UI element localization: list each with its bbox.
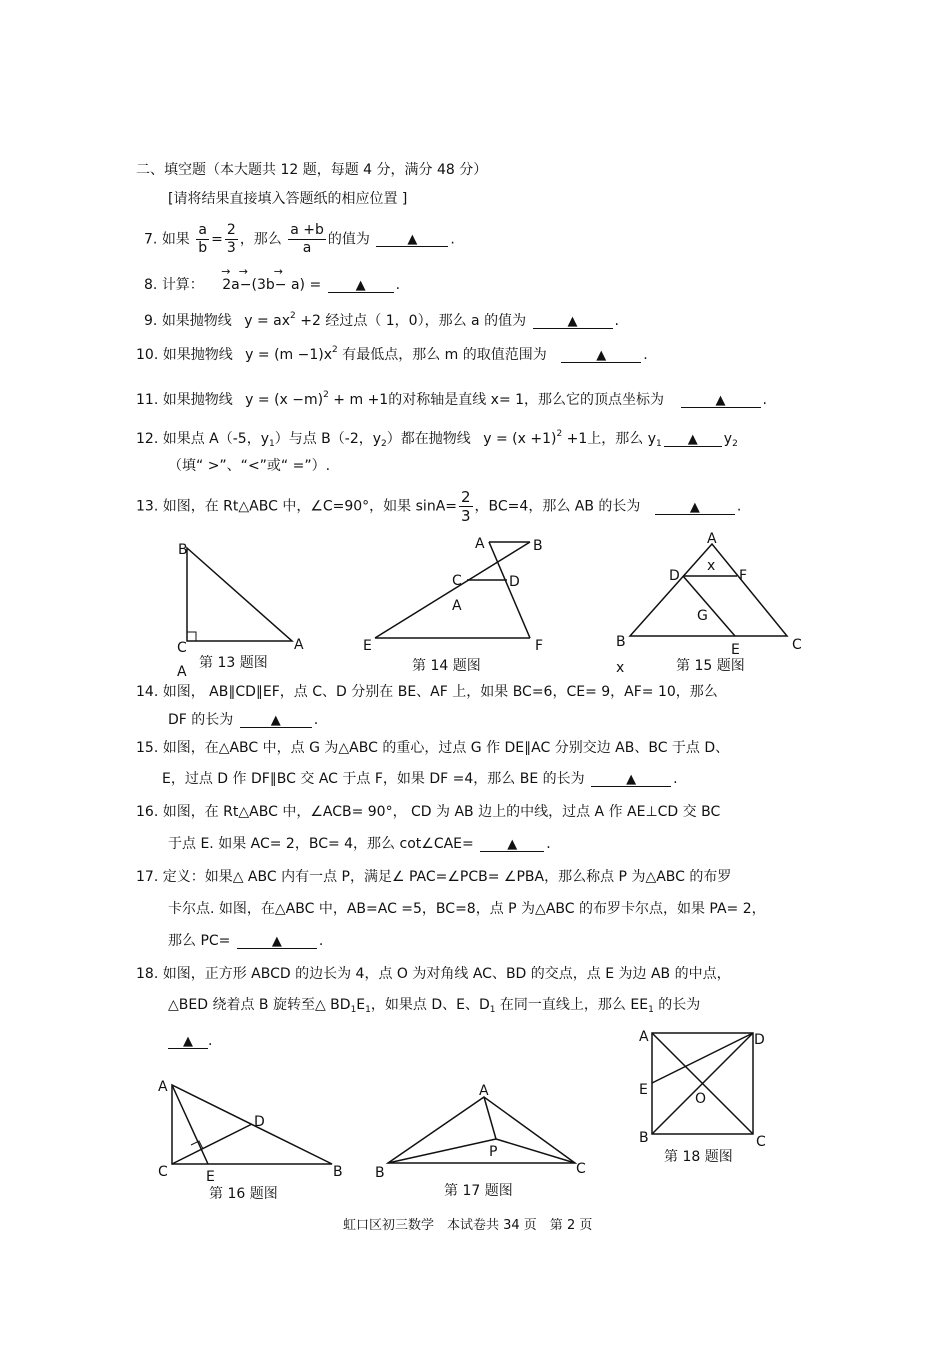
figure-caption: 第 15 题图 xyxy=(676,658,745,674)
vertex-label-a: A xyxy=(475,536,485,552)
vertex-label-c: C xyxy=(177,640,187,656)
question-end: . xyxy=(762,392,767,408)
answer-blank[interactable] xyxy=(237,934,317,949)
question-text: ）与点 B（-2，y xyxy=(274,431,382,447)
question-text: 有最低点，那么 m 的取值范围为 xyxy=(337,347,547,363)
vertex-label-d: D xyxy=(754,1032,765,1048)
vertex-label-b: B xyxy=(375,1165,385,1181)
math-expression: y = (x −m) xyxy=(245,392,324,408)
vertex-label-a: A xyxy=(294,637,304,653)
answer-blank[interactable] xyxy=(664,432,722,447)
answer-blank[interactable] xyxy=(681,393,761,408)
stray-label: A xyxy=(177,664,187,680)
question-end: . xyxy=(450,231,455,248)
question-17-line3 xyxy=(168,934,323,949)
answer-blank[interactable] xyxy=(533,314,613,329)
fraction-numerator: a +b xyxy=(290,222,324,238)
question-number: 9. xyxy=(144,313,158,329)
answer-mark-icon: ▲ xyxy=(687,432,698,447)
fraction-denominator: 3 xyxy=(461,507,471,525)
answer-mark-icon: ▲ xyxy=(567,314,578,329)
vertex-label-b: B xyxy=(616,634,626,650)
figure-13 xyxy=(177,542,304,680)
subscript: 1 xyxy=(269,439,275,449)
question-number: 17. xyxy=(136,869,159,885)
subscript: 1 xyxy=(648,1005,654,1015)
question-12 xyxy=(136,430,738,449)
question-17-line2: 卡尔点. 如图，在△ABC 中，AB=AC =5，BC=8，点 P 为△ABC 的布罗卡尔点，如果 PA= 2， xyxy=(168,901,766,917)
segment-ed xyxy=(652,1033,753,1083)
question-text: 如图，在 Rt△ABC 中，∠C=90°，如果 sinA= xyxy=(162,498,457,515)
answer-blank[interactable] xyxy=(561,348,641,363)
figure-caption: 第 14 题图 xyxy=(412,658,481,674)
segment-de xyxy=(683,576,735,636)
fraction xyxy=(196,222,209,257)
vertex-label-d: D xyxy=(509,574,520,590)
figure-17 xyxy=(375,1083,586,1199)
vertex-label-c: C xyxy=(792,637,802,653)
question-number: 16. xyxy=(136,804,159,820)
vertex-label-a: A xyxy=(707,531,717,547)
triangle-abc xyxy=(187,548,292,641)
question-12-line2: （填“ >”、“<”或“ =”）. xyxy=(168,458,331,474)
question-8 xyxy=(144,278,400,293)
answer-blank[interactable] xyxy=(328,278,394,293)
vertex-label-e: E xyxy=(731,642,740,658)
equals-sign: = xyxy=(211,231,223,248)
subscript: 2 xyxy=(381,439,387,449)
question-number: 8. xyxy=(144,277,158,293)
question-text: 经过点（ 1，0），那么 a 的值为 xyxy=(320,313,527,329)
exponent: 2 xyxy=(323,390,329,400)
vertex-label-f: F xyxy=(739,568,748,584)
answer-mark-icon: ▲ xyxy=(689,499,700,515)
answer-mark-icon: ▲ xyxy=(355,278,366,293)
question-end: . xyxy=(546,836,551,852)
question-7 xyxy=(144,222,455,257)
vertex-label-e: E xyxy=(206,1169,215,1185)
segment-cp xyxy=(496,1139,575,1163)
math-expression: +1 xyxy=(562,431,588,447)
fraction-denominator: 3 xyxy=(226,239,236,256)
question-10 xyxy=(136,346,648,363)
question-text: y xyxy=(723,431,733,447)
vertex-label-a: A xyxy=(639,1029,649,1045)
right-angle-mark xyxy=(187,632,196,641)
section-heading: 二、填空题（本大题共 12 题，每题 4 分，满分 48 分） xyxy=(136,162,488,178)
question-11 xyxy=(136,391,767,408)
vertex-label-b: B xyxy=(639,1130,649,1146)
question-text: 如图，在 Rt△ABC 中，∠ACB= 90°， CD 为 AB 边上的中线，过点 A 作 AE⊥CD 交 BC xyxy=(162,804,721,820)
vertex-label-a: A xyxy=(158,1079,168,1095)
stray-label: x xyxy=(616,660,625,676)
subscript: 2 xyxy=(732,439,738,449)
vertex-label-f: F xyxy=(535,638,544,654)
answer-blank[interactable] xyxy=(376,232,448,247)
question-number: 15. xyxy=(136,740,159,756)
question-16 xyxy=(136,805,720,819)
figure-16 xyxy=(158,1079,343,1202)
vertex-label-d: D xyxy=(669,568,680,584)
question-text: △BED 绕着点 B 旋转至△ BD xyxy=(168,997,351,1013)
question-number: 12. xyxy=(136,431,159,447)
answer-mark-icon: ▲ xyxy=(407,232,418,248)
vertex-label-a: A xyxy=(479,1083,489,1099)
question-text: 如图， AB∥CD∥EF，点 C、D 分别在 BE、AF 上，如果 BC=6，CE= 9，AF= 10，那么 xyxy=(162,684,718,700)
math-expression: + m +1 xyxy=(328,392,389,408)
figure-15 xyxy=(616,531,802,676)
fraction xyxy=(459,488,473,525)
question-end: . xyxy=(395,277,401,293)
question-text: 如果抛物线 xyxy=(161,313,232,329)
question-17 xyxy=(136,870,731,884)
question-text: E xyxy=(356,997,366,1013)
question-text: 如图，在△ABC 中，点 G 为△ABC 的重心，过点 G 作 DE∥AC 分别交边 AB、BC 于点 D、 xyxy=(162,740,730,756)
exponent: 2 xyxy=(332,345,338,355)
fraction-numerator: a xyxy=(196,222,209,240)
question-text: ）都在抛物线 xyxy=(386,431,471,447)
exponent: 2 xyxy=(290,311,296,321)
question-end: . xyxy=(643,347,648,363)
question-text: 如果抛物线 xyxy=(162,347,233,363)
vertex-label-b: B xyxy=(178,542,188,558)
center-label-o: O xyxy=(695,1091,707,1107)
vertex-label-e: E xyxy=(639,1082,648,1098)
math-expression: y = ax xyxy=(244,313,291,329)
question-text: ，如果点 D、E、D xyxy=(370,997,490,1013)
figure-14 xyxy=(363,536,543,674)
question-end: . xyxy=(313,712,319,728)
fraction-denominator: a xyxy=(302,239,312,256)
vector-b: → −(3b xyxy=(240,278,275,292)
question-text: 的对称轴是直线 x= 1，那么它的顶点坐标为 xyxy=(388,392,665,408)
figure-caption: 第 17 题图 xyxy=(444,1183,513,1199)
question-text: 如果 xyxy=(161,231,190,248)
question-text: 在同一直线上，那么 EE xyxy=(495,997,649,1013)
segment-cd xyxy=(172,1124,252,1164)
vertex-label-e: E xyxy=(363,638,372,654)
question-number: 18. xyxy=(136,966,159,982)
answer-mark-icon: ▲ xyxy=(183,1034,193,1049)
segment-ae xyxy=(172,1085,208,1164)
answer-blank[interactable] xyxy=(655,500,735,515)
question-number: 10. xyxy=(136,347,159,363)
question-text: 的值为 xyxy=(327,231,370,248)
question-number: 11. xyxy=(136,392,159,408)
question-text: 上，那么 y xyxy=(587,431,657,447)
answer-mark-icon: ▲ xyxy=(715,393,726,408)
question-number: 7. xyxy=(144,231,158,248)
figure-18 xyxy=(639,1029,766,1165)
vertex-label-b: B xyxy=(333,1164,343,1180)
figure-caption: 第 16 题图 xyxy=(209,1186,278,1202)
question-end: . xyxy=(614,313,619,329)
math-expression: y = (m −1)x xyxy=(245,347,333,363)
vertex-label-c: C xyxy=(158,1164,168,1180)
figure-caption: 第 13 题图 xyxy=(199,655,268,671)
math-expression: y = (x +1) xyxy=(483,431,557,447)
vertex-label-c: C xyxy=(452,573,462,589)
question-text: 那么 PC= xyxy=(168,933,231,949)
figure-caption: 第 18 题图 xyxy=(664,1149,733,1165)
stray-label: A xyxy=(452,598,462,614)
question-18 xyxy=(136,967,731,981)
answer-mark-icon: ▲ xyxy=(507,837,518,852)
vector-expression xyxy=(222,277,321,293)
question-18-line2 xyxy=(168,998,700,1015)
question-end: . xyxy=(736,498,742,515)
question-text: 于点 E. 如果 AC= 2，BC= 4，那么 cot∠CAE= xyxy=(168,836,474,852)
question-14 xyxy=(136,685,718,699)
segment-be xyxy=(375,542,530,638)
question-text: 计算： xyxy=(161,277,204,293)
answer-mark-icon: ▲ xyxy=(596,348,607,363)
fraction-denominator: b xyxy=(198,239,208,256)
question-text: E，过点 D 作 DF∥BC 交 AC 于点 F，如果 DF =4，那么 BE 的长为 xyxy=(162,771,585,787)
answer-mark-icon: ▲ xyxy=(270,713,281,728)
question-text: ，BC=4，那么 AB 的长为 xyxy=(474,498,641,515)
answer-blank[interactable] xyxy=(480,837,544,852)
figures-row-1 xyxy=(150,530,850,680)
fraction xyxy=(225,222,238,257)
subscript: 1 xyxy=(656,439,662,449)
question-9 xyxy=(144,312,619,329)
label-x: x xyxy=(707,558,716,574)
question-number: 14. xyxy=(136,684,159,700)
segment-ap xyxy=(484,1097,496,1139)
answer-blank[interactable] xyxy=(591,772,671,787)
answer-mark-icon: ▲ xyxy=(626,772,637,787)
answer-blank[interactable] xyxy=(240,713,312,728)
vector-a: → 2a xyxy=(222,278,240,292)
triangle-abc xyxy=(388,1097,575,1163)
question-end: . xyxy=(318,933,324,949)
question-end: . xyxy=(208,1033,213,1049)
figures-row-2 xyxy=(150,1025,800,1205)
vertex-label-p: P xyxy=(489,1144,498,1160)
question-15 xyxy=(136,741,729,755)
vertex-label-b: B xyxy=(533,538,543,554)
question-text: DF 的长为 xyxy=(168,712,234,728)
vector-c: → − a) xyxy=(275,278,305,292)
question-text: 如果点 A（-5，y xyxy=(162,431,269,447)
vertex-label-c: C xyxy=(756,1134,766,1150)
section-instruction: [请将结果直接填入答题纸的相应位置 ] xyxy=(168,191,408,207)
question-text: 的长为 xyxy=(653,997,701,1013)
fraction-numerator: 2 xyxy=(226,222,236,238)
answer-mark-icon: ▲ xyxy=(271,934,282,949)
question-15-line2 xyxy=(162,772,678,787)
vertex-label-c: C xyxy=(576,1161,586,1177)
question-text: 如果抛物线 xyxy=(162,392,233,408)
question-number: 13. xyxy=(136,498,159,515)
question-text: 定义：如果△ ABC 内有一点 P，满足∠ PAC=∠PCB= ∠PBA，那么称点 P 为△ABC 的布罗 xyxy=(162,869,732,885)
page-footer: 虹口区初三数学 本试卷共 34 页 第 2 页 xyxy=(343,1218,593,1233)
fraction xyxy=(288,222,326,257)
segment-af xyxy=(489,542,530,638)
fraction-numerator: 2 xyxy=(461,488,471,506)
subscript: 1 xyxy=(365,1005,371,1015)
vertex-label-d: D xyxy=(254,1114,265,1130)
question-text: ，那么 xyxy=(239,231,282,248)
question-text: 如图，正方形 ABCD 的边长为 4，点 O 为对角线 AC、BD 的交点，点 E 为边 AB 的中点， xyxy=(162,966,731,982)
question-text: = xyxy=(305,277,322,293)
question-14-line2 xyxy=(168,713,318,728)
subscript: 1 xyxy=(489,1005,496,1015)
question-13 xyxy=(136,488,741,525)
question-end: . xyxy=(673,771,678,787)
question-16-line2 xyxy=(168,837,551,852)
math-expression: +2 xyxy=(295,313,321,329)
vertex-label-g: G xyxy=(697,608,708,624)
exponent: 2 xyxy=(556,429,563,439)
subscript: 1 xyxy=(350,1005,357,1015)
